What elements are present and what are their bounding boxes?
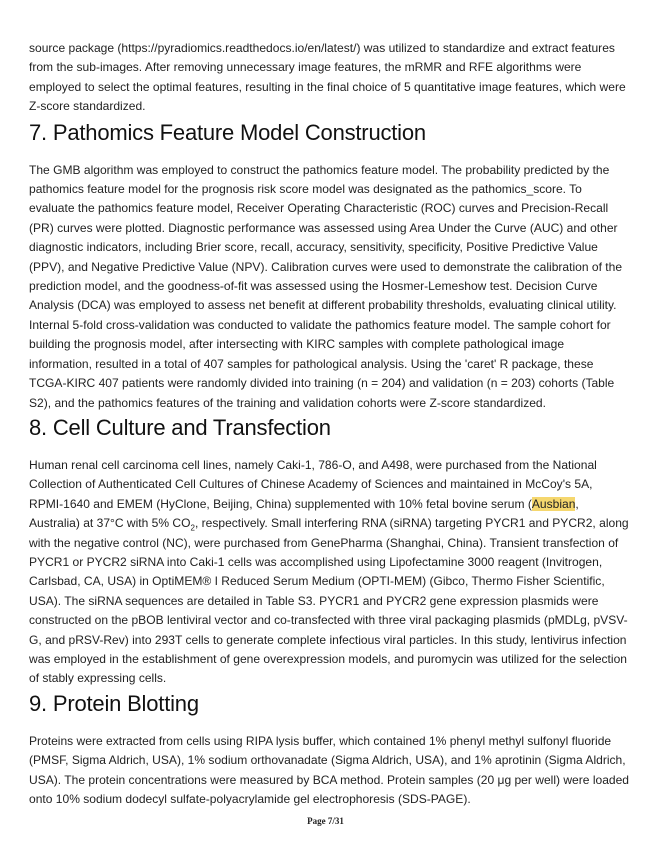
section-heading-9: 9. Protein Blotting xyxy=(29,690,199,716)
paragraph-protein-blotting: Proteins were extracted from cells using RIPA lysis buffer, which contained 1% phenyl methyl sulfonyl fluoride (PMSF, Sigma Aldrich, USA), 1% sodium orthovanadate (Sigma Aldrich, USA), and 1% aprotinin (Sigma Aldrich, USA). The protein concentrations were measured by BCA method. Protein samples (20 μg per well) were loaded onto 10% sodium dodecyl sulfate-polyacrylamide gel electrophoresis (SDS-PAGE). xyxy=(29,733,629,806)
paragraph-intro: source package (https://pyradiomics.readthedocs.io/en/latest/) was utilized to standardize and extract features from the sub-images. After removing unnecessary image features, the mRMR and RFE algorithms were employed to select the optimal features, resulting in the final choice of 5 quantitative image features, which were Z-score standardized. xyxy=(29,41,626,114)
paragraph-cell-culture xyxy=(29,456,629,689)
paragraph-pathomics: The GMB algorithm was employed to construct the pathomics feature model. The probability predicted by the pathomics feature model for the prognosis risk score model was designated as the pathomics_score. To evaluate the pathomics feature model, Receiver Operating Characteristic (ROC) curves and Precision-Recall (PR) curves were plotted. Diagnostic performance was assessed using Area Under the Curve (AUC) and other diagnostic indicators, including Brier score, recall, accuracy, sensitivity, specificity, Positive Predictive Value (PPV), and Negative Predictive Value (NPV). Calibration curves were used to demonstrate the calibration of the prediction model, and the goodness-of-fit was assessed using the Hosmer-Lemeshow test. Decision Curve Analysis (DCA) was employed to assess net benefit at different probability thresholds, evaluating clinical utility. Internal 5-fold cross-validation was conducted to validate the pathomics feature model. The sample cohort for building the prognosis model, after intersecting with KIRC samples with complete pathological image information, resulted in a total of 407 samples for pathological analysis. Using the 'caret' R package, these TCGA-KIRC 407 patients were randomly divided into training (n = 204) and validation (n = 203) cohorts (Table S2), and the pathomics features of the training and validation cohorts were Z-score standardized. xyxy=(29,162,623,410)
highlighted-text: Ausbian xyxy=(531,496,576,511)
page-number: Page 7/31 xyxy=(307,816,344,826)
subscript: 2 xyxy=(190,523,195,533)
section-heading-8: 8. Cell Culture and Transfection xyxy=(29,414,331,440)
text-segment: Human renal cell carcinoma cell lines, namely Caki-1, 786-O, and A498, were purchased from the National Collection of Authenticated Cell Cultures of Chinese Academy of Sciences and maintained in McCoy's 5A, RPMI-1640 and EMEM (HyClone, Beijing, China) supplemented with 10% fetal bovine serum ( xyxy=(29,457,597,511)
page-content xyxy=(29,39,629,809)
text-segment: , Australia) at 37°C with 5% CO xyxy=(29,496,579,531)
section-heading-7: 7. Pathomics Feature Model Construction xyxy=(29,119,426,145)
text-segment: , respectively. Small interfering RNA (siRNA) targeting PYCR1 and PYCR2, along with the negative control (NC), were purchased from GenePharma (Shanghai, China). Transient transfection of PYCR1 or PYCR2 siRNA into Caki-1 cells was accomplished using Lipofectamine 3000 reagent (Invitrogen, Carlsbad, CA, USA) in OptiMEM® I Reduced Serum Medium (OPTI-MEM) (Gibco, Thermo Fisher Scientific, USA). The siRNA sequences are detailed in Table S3. PYCR1 and PYCR2 gene expression plasmids were constructed on the pBOB lentiviral vector and co-transfected with three viral packaging plasmids (pMDLg, pVSV-G, and pRSV-Rev) into 293T cells to generate complete infectious viral particles. In this study, lentivirus infection was employed in the establishment of gene overexpression models, and puromycin was utilized for the selection of stably expressing cells. xyxy=(29,516,629,686)
